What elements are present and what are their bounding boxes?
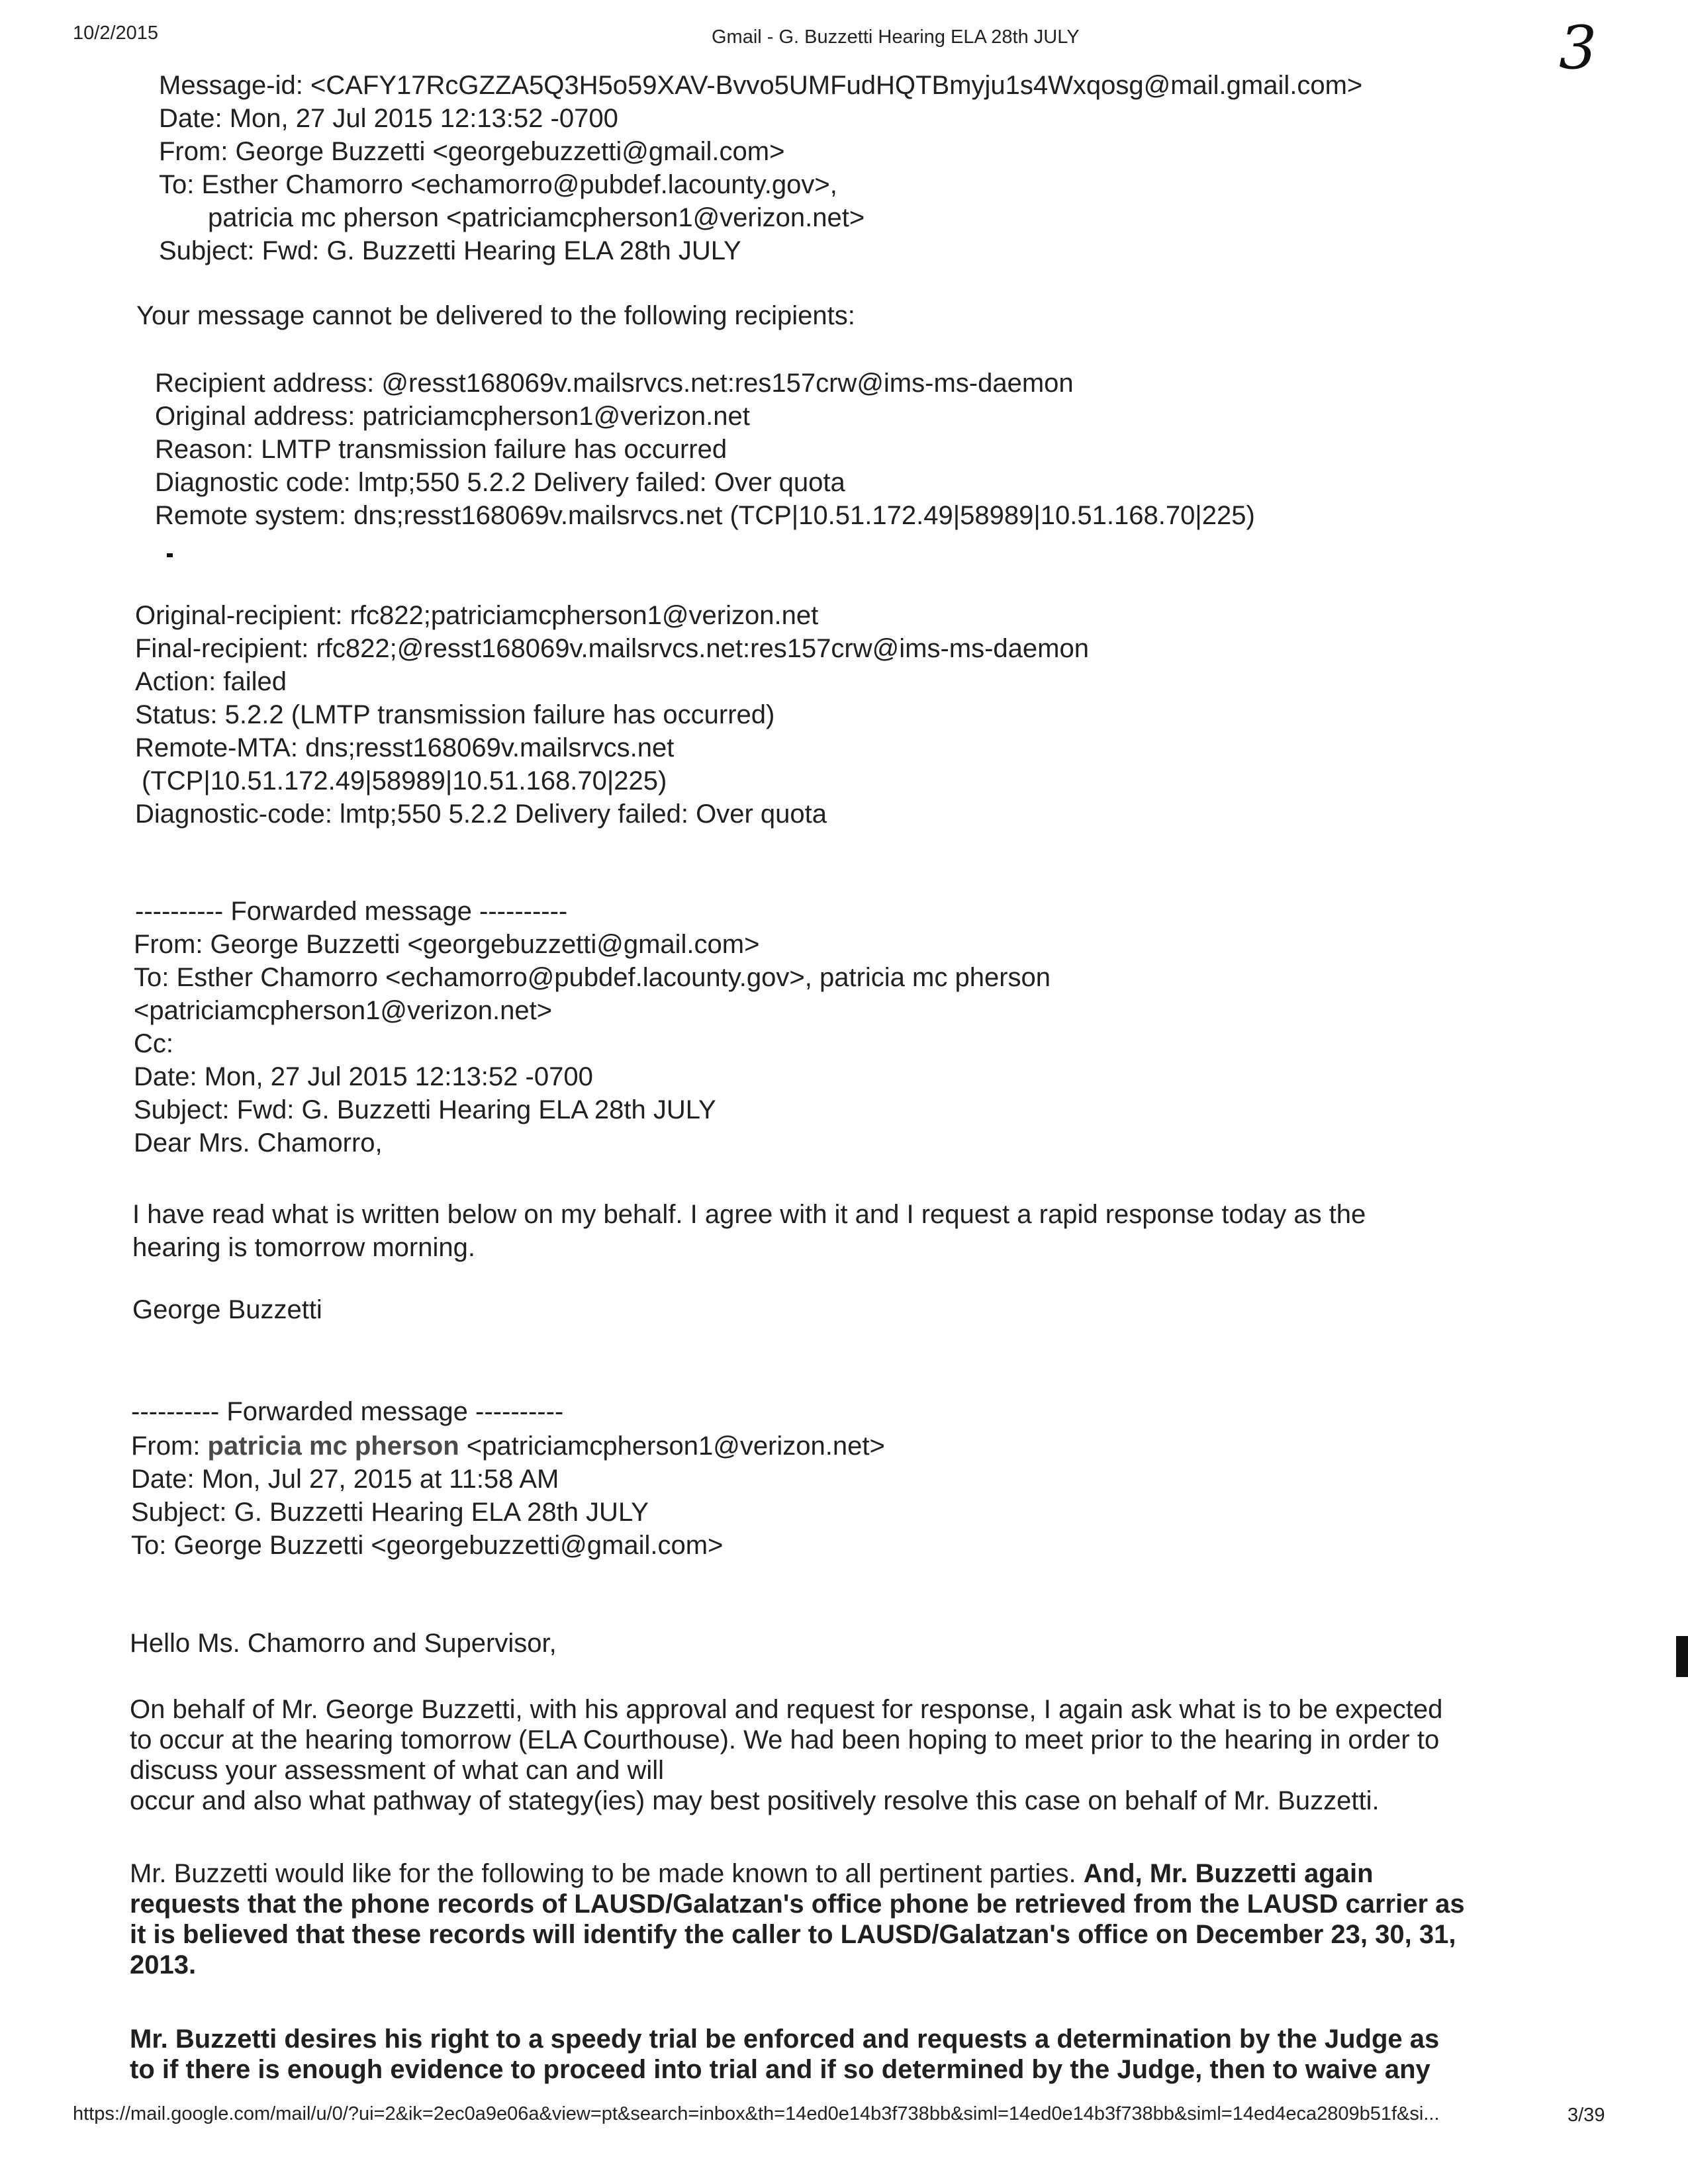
- reason: Reason: LMTP transmission failure has occurred: [155, 435, 727, 464]
- delivery-notice: Your message cannot be delivered to the following recipients:: [136, 301, 855, 330]
- fwd1-body-line: I have read what is written below on my behalf. I agree with it and I request a rapid response today as the: [132, 1200, 1366, 1229]
- para2-plain: Mr. Buzzetti would like for the following to be made known to all pertinent parties.: [130, 1859, 1084, 1888]
- fwd1-to-continued: <patriciamcpherson1@verizon.net>: [134, 996, 553, 1025]
- para1-line: discuss your assessment of what can and will: [130, 1756, 665, 1785]
- action: Action: failed: [135, 667, 287, 696]
- letter-paragraph-3: [130, 2024, 1439, 2085]
- para2-bold-line: requests that the phone records of LAUSD/Galatzan's office phone be retrieved from the LAUSD carrier as: [130, 1889, 1465, 1919]
- fwd1-body: [132, 1198, 1366, 1264]
- status: Status: 5.2.2 (LMTP transmission failure has occurred): [135, 700, 775, 729]
- remote-mta-tcp: (TCP|10.51.172.49|58989|10.51.168.70|225): [142, 766, 667, 796]
- fwd2-date: Date: Mon, Jul 27, 2015 at 11:58 AM: [131, 1465, 559, 1494]
- fwd1-salutation: Dear Mrs. Chamorro,: [134, 1128, 383, 1158]
- remote-system: Remote system: dns;resst168069v.mailsrvcs.net (TCP|10.51.172.49|58989|10.51.168.70|225): [155, 501, 1255, 530]
- diagnostic-code: Diagnostic code: lmtp;550 5.2.2 Delivery failed: Over quota: [155, 468, 845, 497]
- original-recipient: Original-recipient: rfc822;patriciamcpherson1@verizon.net: [135, 601, 819, 630]
- para2-line-1: [130, 1858, 1465, 1889]
- status-block: [135, 599, 1089, 831]
- forward-divider-2: ---------- Forwarded message ----------: [131, 1397, 564, 1426]
- recipient-address: Recipient address: @resst168069v.mailsrvcs.net:res157crw@ims-ms-daemon: [155, 369, 1074, 398]
- letter-paragraph-2: [130, 1858, 1465, 1980]
- forward-1-headers: [134, 928, 1051, 1160]
- print-date: 10/2/2015: [73, 23, 159, 44]
- para3-bold-line: Mr. Buzzetti desires his right to a speedy trial be enforced and requests a determination by the Judge as: [130, 2025, 1440, 2054]
- final-recipient: Final-recipient: rfc822;@resst168069v.mailsrvcs.net:res157crw@ims-ms-daemon: [135, 634, 1089, 663]
- handwritten-page-number: 3: [1559, 13, 1597, 83]
- footer-url: https://mail.google.com/mail/u/0/?ui=2&ik=2ec0a9e06a&view=pt&search=inbox&th=14ed0e14b3f738bb&siml=14ed0e14b3f738bb&siml=14ed4eca2809b51f&si...: [73, 2103, 1440, 2124]
- letter-greeting: Hello Ms. Chamorro and Supervisor,: [130, 1629, 557, 1658]
- fwd1-cc: Cc:: [134, 1029, 173, 1058]
- para1-line: occur and also what pathway of stategy(ies) may best positively resolve this case on behalf of Mr. Buzzetti.: [130, 1786, 1380, 1815]
- forward-divider-1: ---------- Forwarded message ----------: [135, 897, 568, 926]
- date-line: Date: Mon, 27 Jul 2015 12:13:52 -0700: [159, 104, 618, 133]
- para1-line: to occur at the hearing tomorrow (ELA Courthouse). We had been hoping to meet prior to the hearing in order to: [130, 1725, 1440, 1754]
- original-address: Original address: patriciamcpherson1@verizon.net: [155, 402, 750, 431]
- para2-bold-line: 2013.: [130, 1950, 197, 1979]
- scan-edge-mark: [1676, 1636, 1688, 1677]
- scan-speck: [167, 553, 173, 557]
- fwd1-date: Date: Mon, 27 Jul 2015 12:13:52 -0700: [134, 1062, 593, 1091]
- footer-page-count: 3/39: [1568, 2105, 1605, 2126]
- fwd2-from-label: From:: [131, 1432, 208, 1461]
- para2-bold-start: And, Mr. Buzzetti again: [1083, 1859, 1374, 1888]
- para3-bold-line: to if there is enough evidence to proceed into trial and if so determined by the Judge, then to waive any: [130, 2055, 1430, 2084]
- fwd2-to: To: George Buzzetti <georgebuzzetti@gmail.com>: [131, 1531, 724, 1560]
- to-line-continued: patricia mc pherson <patriciamcpherson1@verizon.net>: [208, 203, 865, 232]
- para1-line: On behalf of Mr. George Buzzetti, with his approval and request for response, I again ask what is to be expected: [130, 1695, 1443, 1724]
- fwd2-from: [131, 1430, 885, 1463]
- recipient-block: [155, 367, 1255, 532]
- diagnostic-code-2: Diagnostic-code: lmtp;550 5.2.2 Delivery failed: Over quota: [135, 799, 827, 829]
- fwd2-subject: Subject: G. Buzzetti Hearing ELA 28th JULY: [131, 1498, 649, 1527]
- from-line: From: George Buzzetti <georgebuzzetti@gmail.com>: [159, 137, 785, 166]
- fwd1-from: From: George Buzzetti <georgebuzzetti@gmail.com>: [134, 930, 760, 959]
- letter-paragraph-1: [130, 1694, 1442, 1816]
- bounce-headers: [159, 69, 1362, 267]
- fwd1-body-line: hearing is tomorrow morning.: [132, 1233, 475, 1262]
- message-id-line: Message-id: <CAFY17RcGZZA5Q3H5o59XAV-Bvvo5UMFudHQTBmyju1s4Wxqosg@mail.gmail.com>: [159, 71, 1363, 100]
- to-line: To: Esther Chamorro <echamorro@pubdef.lacounty.gov>,: [159, 170, 837, 199]
- page-title: Gmail - G. Buzzetti Hearing ELA 28th JULY: [712, 26, 1080, 48]
- fwd1-signature: George Buzzetti: [132, 1295, 322, 1324]
- subject-line: Subject: Fwd: G. Buzzetti Hearing ELA 28th JULY: [159, 236, 741, 265]
- fwd2-from-email: <patriciamcpherson1@verizon.net>: [459, 1432, 885, 1461]
- para2-bold-line: it is believed that these records will identify the caller to LAUSD/Galatzan's office on December 23, 30, 31,: [130, 1920, 1456, 1949]
- forward-2-headers: [131, 1430, 885, 1562]
- remote-mta: Remote-MTA: dns;resst168069v.mailsrvcs.net: [135, 733, 675, 762]
- fwd1-to: To: Esther Chamorro <echamorro@pubdef.lacounty.gov>, patricia mc pherson: [134, 963, 1051, 992]
- fwd1-subject: Subject: Fwd: G. Buzzetti Hearing ELA 28th JULY: [134, 1095, 716, 1124]
- fwd2-from-name: patricia mc pherson: [207, 1432, 459, 1461]
